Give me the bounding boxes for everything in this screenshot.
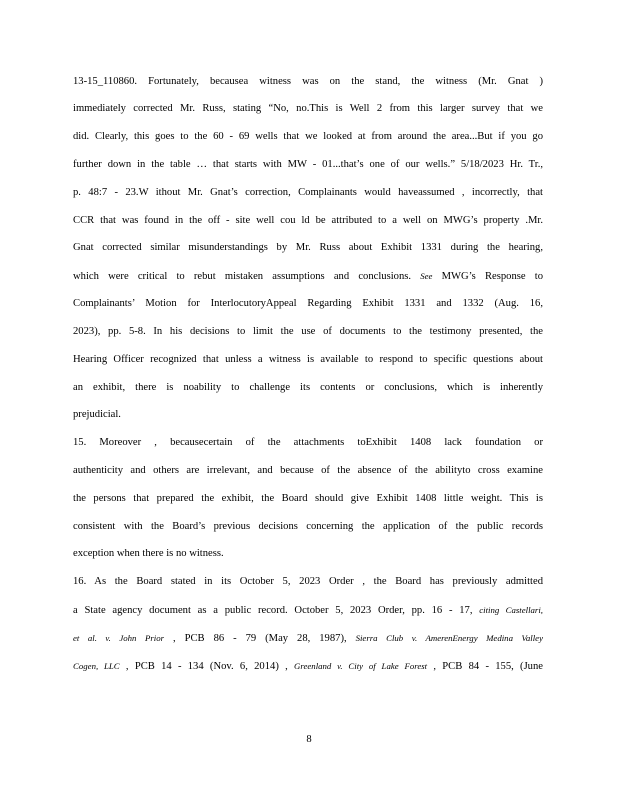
text-run: a State agency document as a public record. October 5, 2023 Order, pp. 16 - 17, — [73, 605, 480, 616]
text-run: MWG’s Response to — [432, 271, 543, 282]
text-line — [73, 325, 543, 339]
text-line — [73, 381, 543, 395]
italic-text: citing Castellari, — [479, 605, 543, 615]
text-line — [73, 214, 543, 228]
text-run: Complainants’ Motion for InterlocutoryAppeal Regarding Exhibit 1331 and 1332 (Aug. 16, — [73, 298, 543, 309]
italic-text: Cogen, LLC — [73, 661, 120, 671]
text-line — [73, 547, 543, 561]
text-line — [73, 102, 543, 116]
text-line — [73, 464, 543, 478]
text-line — [73, 297, 543, 311]
text-line — [73, 353, 543, 367]
text-line — [73, 659, 543, 674]
italic-text: Greenland v. City of Lake Forest — [294, 661, 428, 671]
text-run: 15. Moreover , becausecertain of the attachments toExhibit 1408 lack foundation or — [73, 437, 543, 448]
text-run: 2023), pp. 5-8. In his decisions to limit the use of documents to the testimony presented, the — [73, 326, 543, 337]
italic-text: See — [420, 271, 433, 281]
italic-text: et al. v. John Prior — [73, 633, 165, 643]
text-run: 13-15_110860. Fortunately, becausea witness was on the stand, the witness (Mr. Gnat ) — [73, 76, 543, 87]
text-line — [73, 631, 543, 646]
text-run: , PCB 84 - 155, (June — [427, 661, 543, 672]
text-run: p. 48:7 - 23.W ithout Mr. Gnat’s correction, Complainants would haveassumed , incorrectly, that — [73, 187, 543, 198]
text-run: consistent with the Board’s previous decisions concerning the application of the public records — [73, 521, 543, 532]
text-line — [73, 241, 543, 255]
text-run: the persons that prepared the exhibit, the Board should give Exhibit 1408 little weight. This is — [73, 493, 543, 504]
text-line — [73, 158, 543, 172]
text-line — [73, 130, 543, 144]
text-run: exception when there is no witness. — [73, 548, 224, 559]
text-line — [73, 436, 543, 450]
text-line — [73, 520, 543, 534]
text-run: authenticity and others are irrelevant, and because of the absence of the abilityto cross examine — [73, 465, 543, 476]
text-line — [73, 603, 543, 618]
italic-text: Sierra Club v. AmerenEnergy Medina Valley — [355, 633, 543, 643]
text-run: 16. As the Board stated in its October 5, 2023 Order , the Board has previously admitted — [73, 576, 543, 587]
text-run: did. Clearly, this goes to the 60 - 69 wells that we looked at from around the area...But if you go — [73, 131, 543, 142]
text-run: CCR that was found in the off - site well cou ld be attributed to a well on MWG’s property .Mr. — [73, 215, 543, 226]
text-line — [73, 492, 543, 506]
text-run: which were critical to rebut mistaken assumptions and conclusions. — [73, 271, 421, 282]
text-run: Gnat corrected similar misunderstandings by Mr. Russ about Exhibit 1331 during the hearing, — [73, 242, 543, 253]
text-line — [73, 269, 543, 284]
text-line — [73, 408, 543, 422]
text-run: further down in the table … that starts with MW - 01...that’s one of our wells.” 5/18/2023 Hr. Tr., — [73, 159, 543, 170]
text-line — [73, 575, 543, 589]
text-run: , PCB 14 - 134 (Nov. 6, 2014) , — [119, 661, 295, 672]
page-number: 8 — [306, 734, 312, 745]
text-run: Hearing Officer recognized that unless a witness is available to respond to specific questions about — [73, 354, 543, 365]
text-run: an exhibit, there is noability to challenge its contents or conclusions, which is inherently — [73, 382, 543, 393]
text-run: , PCB 86 - 79 (May 28, 1987), — [164, 633, 356, 644]
text-line — [73, 75, 543, 89]
text-line — [73, 186, 543, 200]
text-run: immediately corrected Mr. Russ, stating “No, no.This is Well 2 from this larger survey that we — [73, 103, 543, 114]
text-run: prejudicial. — [73, 409, 121, 420]
